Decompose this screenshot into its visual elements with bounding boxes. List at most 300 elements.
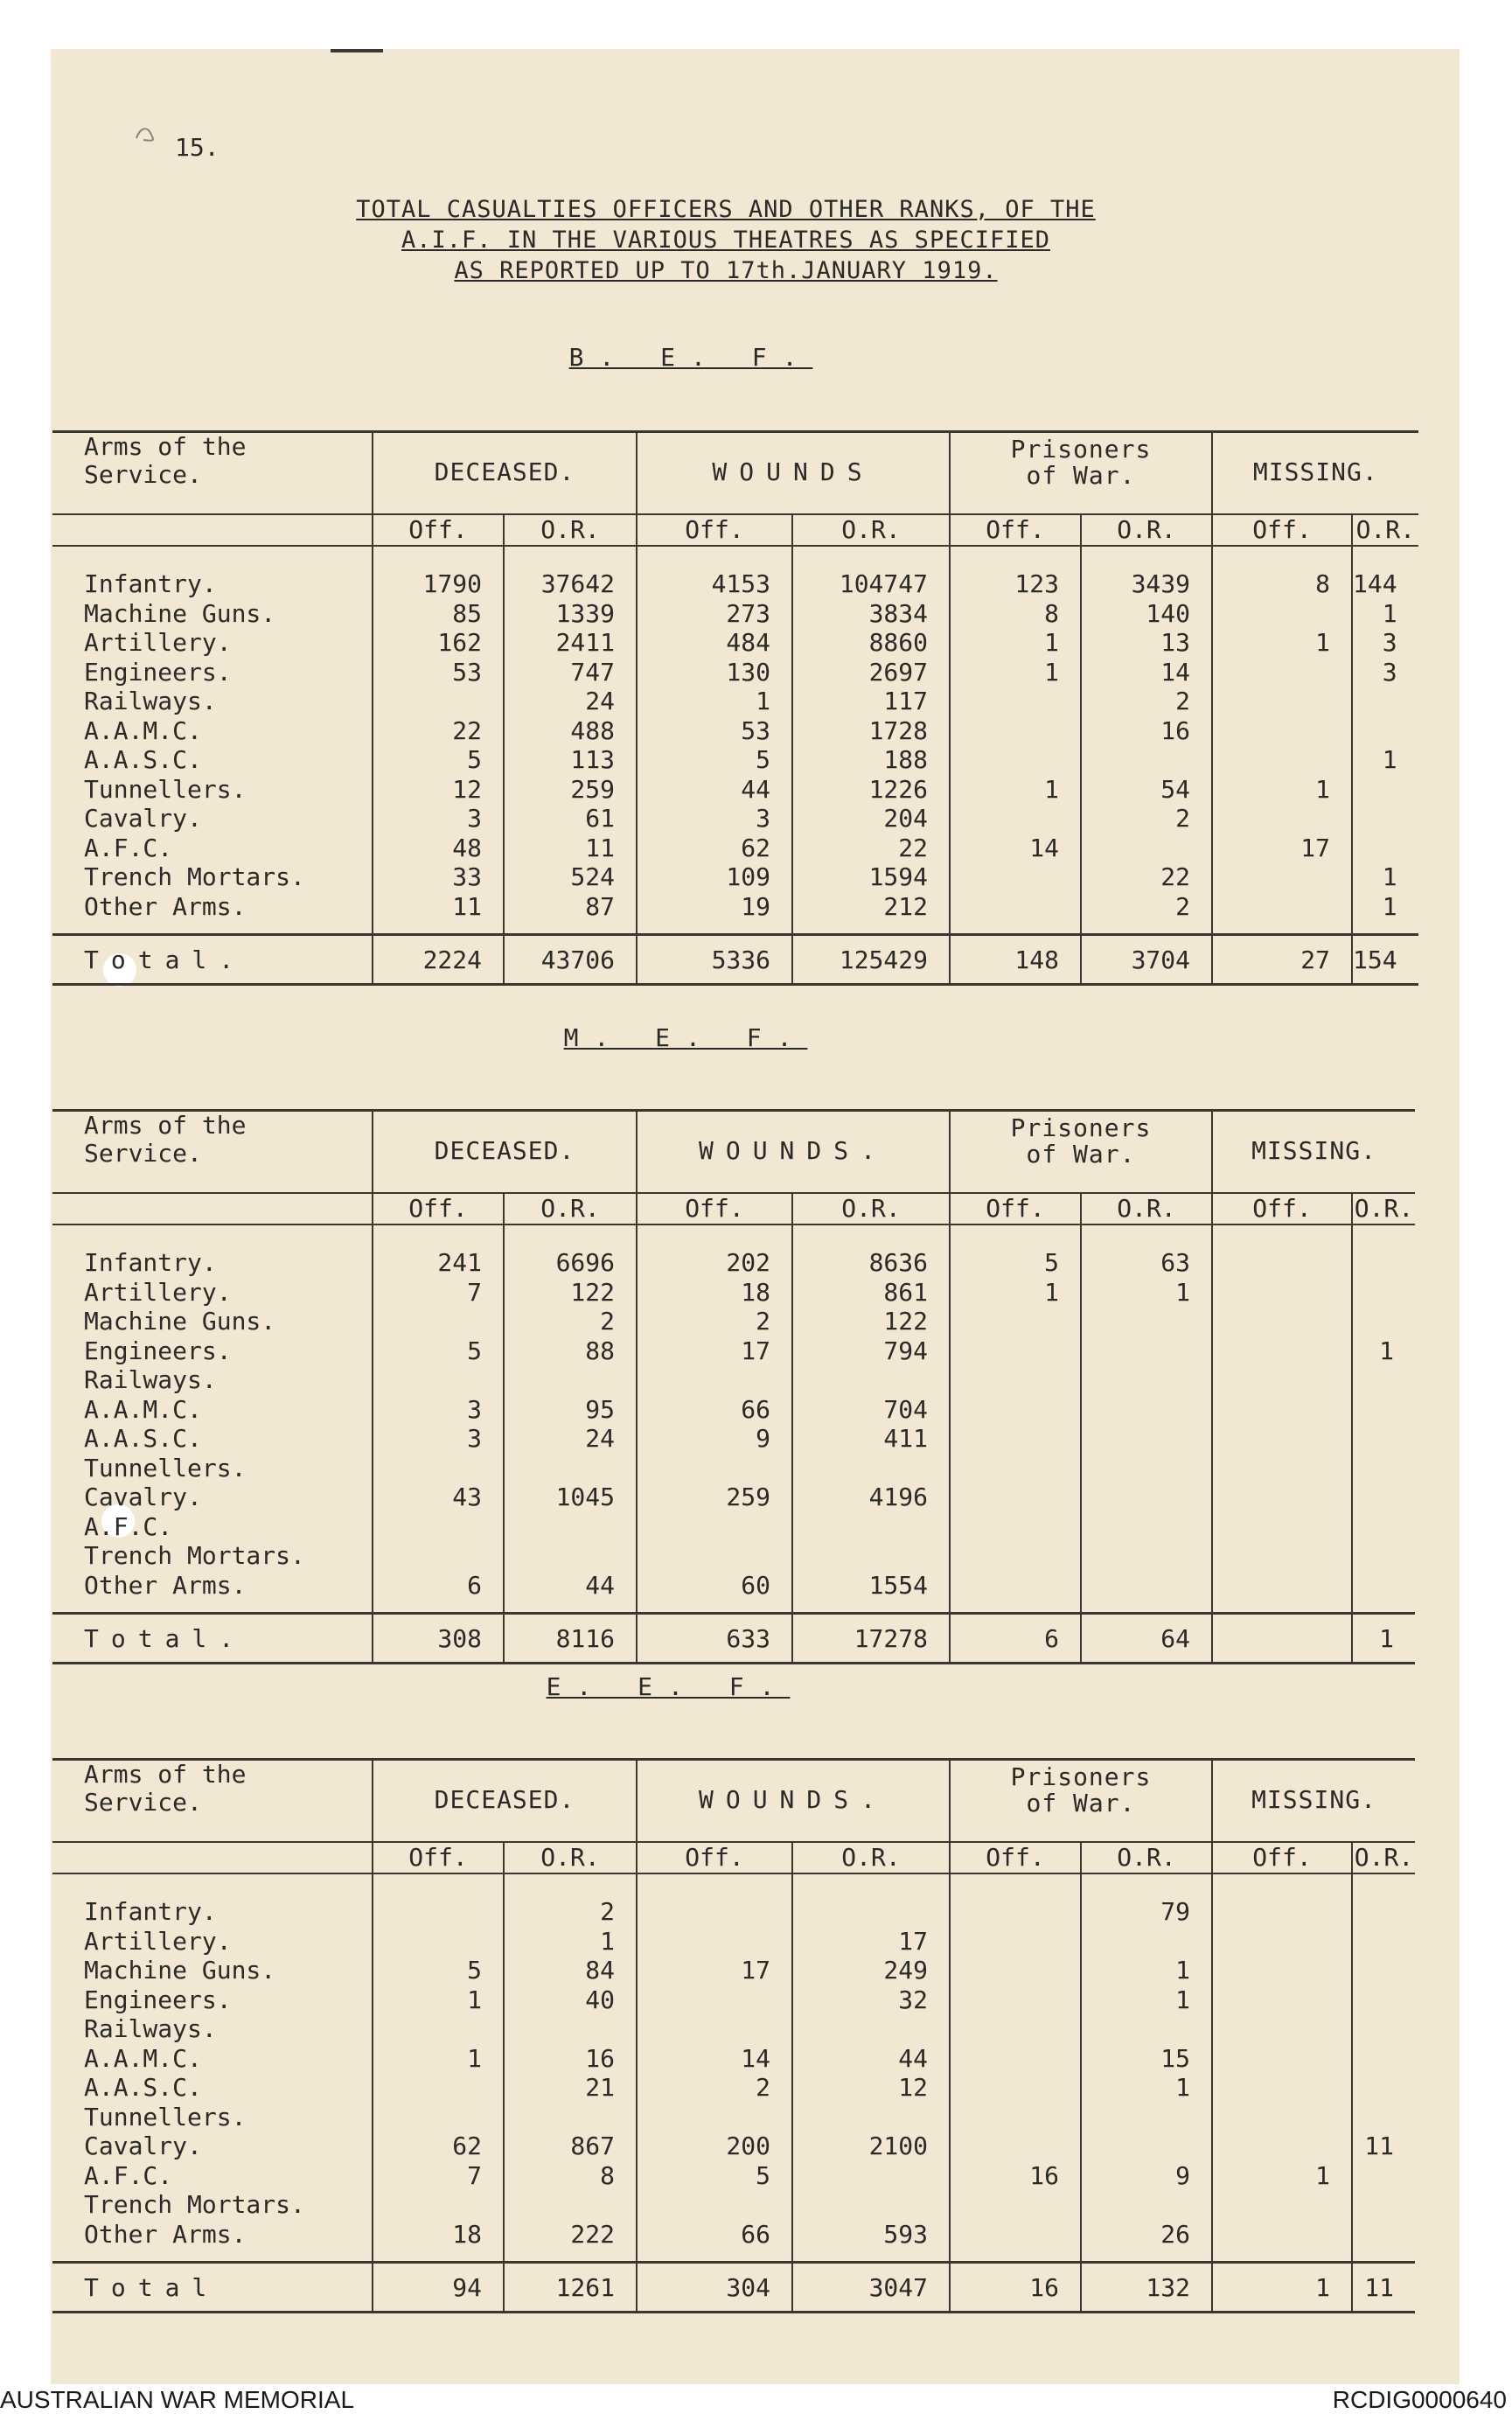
cell-value: 2 bbox=[1175, 687, 1190, 715]
total-value: 3047 bbox=[792, 2263, 950, 2313]
cell-value: 9 bbox=[756, 1424, 770, 1453]
total-value: 1 bbox=[1352, 1614, 1415, 1664]
cell-value bbox=[1353, 1424, 1394, 1454]
cell-value: 11 bbox=[585, 833, 615, 862]
total-value bbox=[1212, 1614, 1352, 1664]
cell-value: 1 bbox=[1379, 1336, 1394, 1365]
cell-value bbox=[1213, 1424, 1330, 1454]
cell-value bbox=[793, 1897, 928, 1927]
cell-value: 747 bbox=[570, 657, 615, 687]
cell-value: 1 bbox=[1315, 2160, 1330, 2190]
cell-value bbox=[638, 1897, 770, 1927]
cell-value: 88 bbox=[585, 1336, 615, 1365]
cell-value: 593 bbox=[883, 2219, 928, 2249]
subheader-off: Off. bbox=[637, 514, 792, 546]
cell-value: 22 bbox=[898, 833, 928, 862]
cell-value: 2 bbox=[1175, 891, 1190, 921]
subheader-or: O.R. bbox=[504, 1842, 637, 1873]
cell-value bbox=[951, 1927, 1059, 1957]
cell-value: 7 bbox=[467, 1277, 482, 1307]
subheader-blank bbox=[52, 514, 373, 546]
cell-value bbox=[951, 2103, 1059, 2132]
cell-value: 1339 bbox=[555, 598, 615, 628]
cell-value: 63 bbox=[1160, 1248, 1190, 1277]
cell-value bbox=[951, 1336, 1059, 1366]
cell-value: 6696 bbox=[555, 1248, 615, 1277]
cell-value: 1 bbox=[1315, 774, 1330, 804]
cell-value bbox=[1082, 834, 1190, 863]
section-title: B. E. F. bbox=[568, 343, 813, 372]
subheader-or: O.R. bbox=[792, 1842, 950, 1873]
cell-value: 84 bbox=[585, 1956, 615, 1985]
cell-value bbox=[951, 1395, 1059, 1425]
cell-value: 95 bbox=[585, 1394, 615, 1424]
total-value: 43706 bbox=[504, 935, 637, 985]
total-value: 132 bbox=[1081, 2263, 1212, 2313]
arm-name: Artillery. bbox=[84, 1926, 232, 1956]
cell-value bbox=[1213, 1483, 1330, 1512]
prisoners-header-line: of War. bbox=[1026, 461, 1136, 490]
subheader-blank bbox=[52, 1193, 373, 1224]
casualty-table bbox=[52, 1109, 1415, 1664]
cell-value bbox=[1213, 1571, 1330, 1601]
cell-value: 14 bbox=[741, 2043, 770, 2073]
cell-value bbox=[1213, 1897, 1330, 1927]
footer-record-id: RCDIG0000640 bbox=[1332, 2386, 1507, 2413]
arm-name: Infantry. bbox=[84, 1897, 217, 1926]
arm-name: Engineers. bbox=[84, 1336, 232, 1365]
casualty-table bbox=[52, 1758, 1415, 2313]
cell-value: 2 bbox=[1175, 804, 1190, 833]
prisoners-header bbox=[950, 1111, 1212, 1194]
value-column bbox=[1212, 1873, 1352, 2263]
wounds-header: WOUNDS. bbox=[637, 1111, 950, 1194]
cell-value: 2 bbox=[756, 2073, 770, 2102]
cell-value: 3 bbox=[1382, 628, 1397, 657]
cell-value: 2 bbox=[756, 1307, 770, 1336]
cell-value bbox=[1353, 1395, 1394, 1425]
subheader-or: O.R. bbox=[1352, 1193, 1415, 1224]
value-column bbox=[1352, 1224, 1415, 1614]
cell-value: 8860 bbox=[868, 628, 928, 657]
cell-value bbox=[951, 804, 1059, 834]
subheader-off: Off. bbox=[950, 1193, 1081, 1224]
cell-value bbox=[1213, 687, 1330, 716]
cell-value bbox=[951, 862, 1059, 892]
tape-mark bbox=[331, 49, 383, 52]
cell-value bbox=[793, 2161, 928, 2191]
cell-value: 37642 bbox=[540, 569, 615, 598]
cell-value: 15 bbox=[1160, 2043, 1190, 2073]
value-column bbox=[504, 1224, 637, 1614]
cell-value: 867 bbox=[570, 2131, 615, 2160]
arm-name: A.A.S.C. bbox=[84, 1424, 202, 1453]
cell-value: 3834 bbox=[868, 598, 928, 628]
value-column bbox=[792, 1873, 950, 2263]
cell-value: 62 bbox=[452, 2131, 482, 2160]
arm-name: Other Arms. bbox=[84, 2219, 247, 2249]
cell-value bbox=[1353, 2190, 1394, 2220]
cell-value bbox=[793, 1541, 928, 1571]
cell-value bbox=[1082, 1424, 1190, 1454]
total-value: 94 bbox=[373, 2263, 504, 2313]
cell-value: 54 bbox=[1160, 774, 1190, 804]
section-title: E. E. F. bbox=[546, 1672, 791, 1701]
cell-value bbox=[638, 2103, 770, 2132]
subheader-off: Off. bbox=[1212, 514, 1352, 546]
cell-value bbox=[1353, 1365, 1394, 1395]
cell-value bbox=[638, 1365, 770, 1395]
arm-name: Machine Guns. bbox=[84, 598, 276, 628]
cell-value: 411 bbox=[883, 1424, 928, 1453]
cell-value bbox=[1082, 2103, 1190, 2132]
cell-value bbox=[505, 1454, 615, 1483]
cell-value: 22 bbox=[452, 715, 482, 745]
cell-value: 8 bbox=[1315, 569, 1330, 598]
value-column bbox=[950, 1224, 1081, 1614]
cell-value bbox=[1353, 1927, 1394, 1957]
arms-header-line: Service. bbox=[84, 1788, 202, 1817]
cell-value bbox=[638, 1985, 770, 2015]
cell-value bbox=[1213, 599, 1330, 629]
cell-value bbox=[1213, 658, 1330, 687]
cell-value: 162 bbox=[437, 628, 482, 657]
cell-value: 3439 bbox=[1131, 569, 1190, 598]
cell-value: 14 bbox=[1029, 833, 1059, 862]
cell-value bbox=[793, 1454, 928, 1483]
arm-name: A.A.M.C. bbox=[84, 1394, 202, 1424]
cell-value bbox=[638, 1927, 770, 1957]
cell-value bbox=[1082, 1365, 1190, 1395]
cell-value: 1 bbox=[1382, 862, 1397, 891]
cell-value: 200 bbox=[726, 2131, 770, 2160]
total-label: Total bbox=[52, 2263, 373, 2313]
total-value: 5336 bbox=[637, 935, 792, 985]
arms-column bbox=[52, 546, 373, 935]
cell-value bbox=[1353, 2220, 1394, 2250]
cell-value: 1 bbox=[1044, 774, 1059, 804]
cell-value: 18 bbox=[452, 2219, 482, 2249]
subheader-blank bbox=[52, 1842, 373, 1873]
cell-value bbox=[638, 1541, 770, 1571]
cell-value bbox=[951, 2014, 1059, 2044]
deceased-header: DECEASED. bbox=[373, 1111, 637, 1194]
arm-name: Cavalry. bbox=[84, 2131, 202, 2160]
total-value: 148 bbox=[950, 935, 1081, 985]
cell-value bbox=[1353, 1454, 1394, 1483]
total-value: 2224 bbox=[373, 935, 504, 985]
cell-value bbox=[373, 1512, 482, 1542]
cell-value: 1 bbox=[1382, 598, 1397, 628]
value-column bbox=[637, 1873, 792, 2263]
cell-value bbox=[951, 1424, 1059, 1454]
missing-header: MISSING. bbox=[1212, 1760, 1415, 1843]
cell-value: 1 bbox=[1175, 1985, 1190, 2014]
cell-value: 11 bbox=[1364, 2131, 1394, 2160]
cell-value bbox=[1353, 775, 1397, 805]
cell-value: 259 bbox=[570, 774, 615, 804]
cell-value: 53 bbox=[452, 657, 482, 687]
cell-value bbox=[1082, 1927, 1190, 1957]
cell-value: 1 bbox=[1044, 657, 1059, 687]
total-value: 304 bbox=[637, 2263, 792, 2313]
cell-value: 61 bbox=[585, 804, 615, 833]
cell-value bbox=[1353, 834, 1397, 863]
cell-value: 60 bbox=[741, 1570, 770, 1600]
cell-value bbox=[1082, 1454, 1190, 1483]
cell-value: 3 bbox=[756, 804, 770, 833]
value-column bbox=[1081, 546, 1212, 935]
cell-value bbox=[951, 1897, 1059, 1927]
cell-value: 241 bbox=[437, 1248, 482, 1277]
cell-value: 17 bbox=[898, 1926, 928, 1956]
cell-value bbox=[1082, 2131, 1190, 2161]
cell-value: 5 bbox=[467, 1956, 482, 1985]
cell-value: 13 bbox=[1160, 628, 1190, 657]
cell-value: 62 bbox=[741, 833, 770, 862]
cell-value: 794 bbox=[883, 1336, 928, 1365]
cell-value: 22 bbox=[1160, 862, 1190, 891]
prisoners-header-line: of War. bbox=[1026, 1789, 1136, 1818]
cell-value: 1 bbox=[756, 687, 770, 715]
arm-name: A.A.M.C. bbox=[84, 715, 202, 745]
cell-value bbox=[373, 687, 482, 716]
cell-value bbox=[373, 2073, 482, 2103]
cell-value bbox=[1082, 2190, 1190, 2220]
cell-value: 1 bbox=[1175, 2073, 1190, 2102]
total-value: 633 bbox=[637, 1614, 792, 1664]
cell-value bbox=[951, 1541, 1059, 1571]
cell-value: 43 bbox=[452, 1483, 482, 1511]
cell-value: 249 bbox=[883, 1956, 928, 1985]
cell-value: 1 bbox=[1382, 745, 1397, 774]
subheader-off: Off. bbox=[373, 514, 504, 546]
cell-value bbox=[793, 1512, 928, 1542]
cell-value: 4196 bbox=[868, 1483, 928, 1511]
cell-value bbox=[951, 1483, 1059, 1512]
cell-value bbox=[1213, 2103, 1330, 2132]
cell-value bbox=[951, 2044, 1059, 2074]
deceased-header: DECEASED. bbox=[373, 1760, 637, 1843]
cell-value: 1 bbox=[600, 1926, 615, 1956]
arm-name: A.F.C. bbox=[84, 1511, 173, 1541]
cell-value bbox=[951, 1985, 1059, 2015]
prisoners-header-line: of War. bbox=[1026, 1140, 1136, 1169]
heading-line: TOTAL CASUALTIES OFFICERS AND OTHER RANKS, OF THE bbox=[356, 196, 1096, 223]
cell-value: 1790 bbox=[422, 569, 482, 598]
cell-value bbox=[793, 2014, 928, 2044]
cell-value bbox=[1353, 1512, 1394, 1542]
cell-value: 19 bbox=[741, 891, 770, 921]
cell-value: 66 bbox=[741, 2219, 770, 2249]
casualty-table bbox=[52, 430, 1418, 986]
cell-value bbox=[1213, 1512, 1330, 1542]
cell-value bbox=[1213, 1956, 1330, 1985]
cell-value bbox=[951, 2073, 1059, 2103]
cell-value: 17 bbox=[741, 1336, 770, 1365]
cell-value bbox=[1082, 1541, 1190, 1571]
cell-value bbox=[793, 2190, 928, 2220]
cell-value bbox=[1213, 2044, 1330, 2074]
arms-header-line: Arms of the bbox=[84, 1111, 247, 1140]
cell-value: 104747 bbox=[839, 569, 928, 598]
cell-value bbox=[1353, 1483, 1394, 1512]
cell-value bbox=[373, 1897, 482, 1927]
cell-value: 1 bbox=[1382, 891, 1397, 921]
footer-archive-name: AUSTRALIAN WAR MEMORIAL bbox=[0, 2386, 355, 2413]
total-value: 3704 bbox=[1081, 935, 1212, 985]
cell-value bbox=[1353, 1985, 1394, 2015]
missing-header: MISSING. bbox=[1212, 1111, 1415, 1194]
arm-name: Infantry. bbox=[84, 569, 217, 598]
cell-value: 24 bbox=[585, 1424, 615, 1453]
value-column bbox=[1081, 1873, 1212, 2263]
cell-value: 524 bbox=[570, 862, 615, 891]
cell-value: 123 bbox=[1014, 569, 1059, 598]
cell-value: 1226 bbox=[868, 774, 928, 804]
subheader-off: Off. bbox=[373, 1193, 504, 1224]
cell-value bbox=[638, 2190, 770, 2220]
cell-value bbox=[373, 1307, 482, 1336]
cell-value bbox=[638, 2014, 770, 2044]
subheader-or: O.R. bbox=[504, 1193, 637, 1224]
cell-value bbox=[793, 1365, 928, 1395]
arm-name: Other Arms. bbox=[84, 1570, 247, 1600]
cell-value: 222 bbox=[570, 2219, 615, 2249]
subheader-or: O.R. bbox=[1081, 1842, 1212, 1873]
cell-value: 3 bbox=[1382, 657, 1397, 687]
arm-name: Railways. bbox=[84, 687, 217, 715]
total-value: 64 bbox=[1081, 1614, 1212, 1664]
cell-value bbox=[373, 1365, 482, 1395]
cell-value bbox=[951, 1454, 1059, 1483]
arm-name: A.F.C. bbox=[84, 2160, 173, 2190]
total-value: 1 bbox=[1212, 2263, 1352, 2313]
cell-value: 17 bbox=[741, 1956, 770, 1985]
arms-header-line: Service. bbox=[84, 1139, 202, 1168]
cell-value bbox=[1353, 1248, 1394, 1278]
value-column bbox=[1081, 1224, 1212, 1614]
cell-value bbox=[1213, 2073, 1330, 2103]
cell-value bbox=[373, 2103, 482, 2132]
cell-value bbox=[505, 1512, 615, 1542]
heading-line: AS REPORTED UP TO 17th.JANUARY 1919. bbox=[454, 257, 998, 284]
cell-value bbox=[505, 2103, 615, 2132]
prisoners-header-line: Prisoners bbox=[1010, 435, 1152, 464]
missing-header: MISSING. bbox=[1212, 432, 1418, 515]
value-column bbox=[504, 1873, 637, 2263]
cell-value bbox=[638, 1512, 770, 1542]
cell-value: 484 bbox=[726, 628, 770, 657]
cell-value bbox=[1213, 862, 1330, 892]
heading-line: A.I.F. IN THE VARIOUS THEATRES AS SPECIFIED bbox=[401, 227, 1050, 254]
cell-value bbox=[373, 1927, 482, 1957]
prisoners-header bbox=[950, 432, 1212, 515]
total-value: 154 bbox=[1352, 935, 1418, 985]
subheader-or: O.R. bbox=[1352, 514, 1418, 546]
prisoners-header-line: Prisoners bbox=[1010, 1762, 1152, 1791]
cell-value bbox=[1082, 1307, 1190, 1336]
cell-value: 122 bbox=[570, 1277, 615, 1307]
cell-value: 3 bbox=[467, 1424, 482, 1453]
arms-header bbox=[52, 1111, 373, 1194]
document-heading bbox=[280, 194, 1172, 286]
arm-name: Cavalry. bbox=[84, 1483, 202, 1511]
cell-value: 16 bbox=[585, 2043, 615, 2073]
cell-value bbox=[1213, 2190, 1330, 2220]
cell-value: 1 bbox=[1315, 628, 1330, 657]
cell-value bbox=[1213, 1336, 1330, 1366]
prisoners-header-line: Prisoners bbox=[1010, 1113, 1152, 1142]
cell-value: 1594 bbox=[868, 862, 928, 891]
total-value: 8116 bbox=[504, 1614, 637, 1664]
cell-value: 24 bbox=[585, 687, 615, 715]
cell-value: 2 bbox=[600, 1897, 615, 1926]
cell-value bbox=[373, 1454, 482, 1483]
cell-value: 5 bbox=[756, 745, 770, 774]
cell-value: 48 bbox=[452, 833, 482, 862]
cell-value: 2 bbox=[600, 1307, 615, 1336]
arms-header-line: Arms of the bbox=[84, 432, 247, 461]
subheader-or: O.R. bbox=[1081, 1193, 1212, 1224]
cell-value bbox=[1082, 1336, 1190, 1366]
cell-value bbox=[951, 2190, 1059, 2220]
arm-name: Artillery. bbox=[84, 628, 232, 657]
value-column bbox=[504, 546, 637, 935]
cell-value: 79 bbox=[1160, 1897, 1190, 1926]
cell-value bbox=[1353, 2014, 1394, 2044]
subheader-or: O.R. bbox=[504, 514, 637, 546]
arm-name: A.A.S.C. bbox=[84, 2073, 202, 2102]
cell-value: 32 bbox=[898, 1985, 928, 2014]
cell-value: 5 bbox=[467, 1336, 482, 1365]
arms-header bbox=[52, 432, 373, 515]
subheader-off: Off. bbox=[1212, 1842, 1352, 1873]
cell-value bbox=[951, 2131, 1059, 2161]
arm-name: Engineers. bbox=[84, 657, 232, 687]
cell-value bbox=[1353, 2161, 1394, 2191]
prisoners-header bbox=[950, 1760, 1212, 1843]
cell-value: 273 bbox=[726, 598, 770, 628]
cell-value: 122 bbox=[883, 1307, 928, 1336]
subheader-or: O.R. bbox=[792, 514, 950, 546]
cell-value: 117 bbox=[883, 687, 928, 715]
cell-value: 1 bbox=[467, 1985, 482, 2014]
subheader-off: Off. bbox=[950, 514, 1081, 546]
subheader-or: O.R. bbox=[1081, 514, 1212, 546]
value-column bbox=[373, 1873, 504, 2263]
total-value: 17278 bbox=[792, 1614, 950, 1664]
cell-value bbox=[1082, 2014, 1190, 2044]
arm-name: Other Arms. bbox=[84, 891, 247, 921]
subheader-or: O.R. bbox=[1352, 1842, 1415, 1873]
total-value: 11 bbox=[1352, 2263, 1415, 2313]
section-title: M. E. F. bbox=[563, 1023, 808, 1052]
arm-name: Engineers. bbox=[84, 1985, 232, 2014]
wounds-header: WOUNDS. bbox=[637, 1760, 950, 1843]
cell-value: 18 bbox=[741, 1277, 770, 1307]
cell-value: 2411 bbox=[555, 628, 615, 657]
cell-value: 4153 bbox=[711, 569, 770, 598]
cell-value bbox=[1213, 892, 1330, 922]
cell-value: 1728 bbox=[868, 715, 928, 745]
cell-value: 8636 bbox=[868, 1248, 928, 1277]
cell-value: 21 bbox=[585, 2073, 615, 2102]
cell-value: 1 bbox=[1044, 628, 1059, 657]
cell-value: 14 bbox=[1160, 657, 1190, 687]
cell-value bbox=[1353, 2103, 1394, 2132]
arm-name: A.A.M.C. bbox=[84, 2043, 202, 2073]
